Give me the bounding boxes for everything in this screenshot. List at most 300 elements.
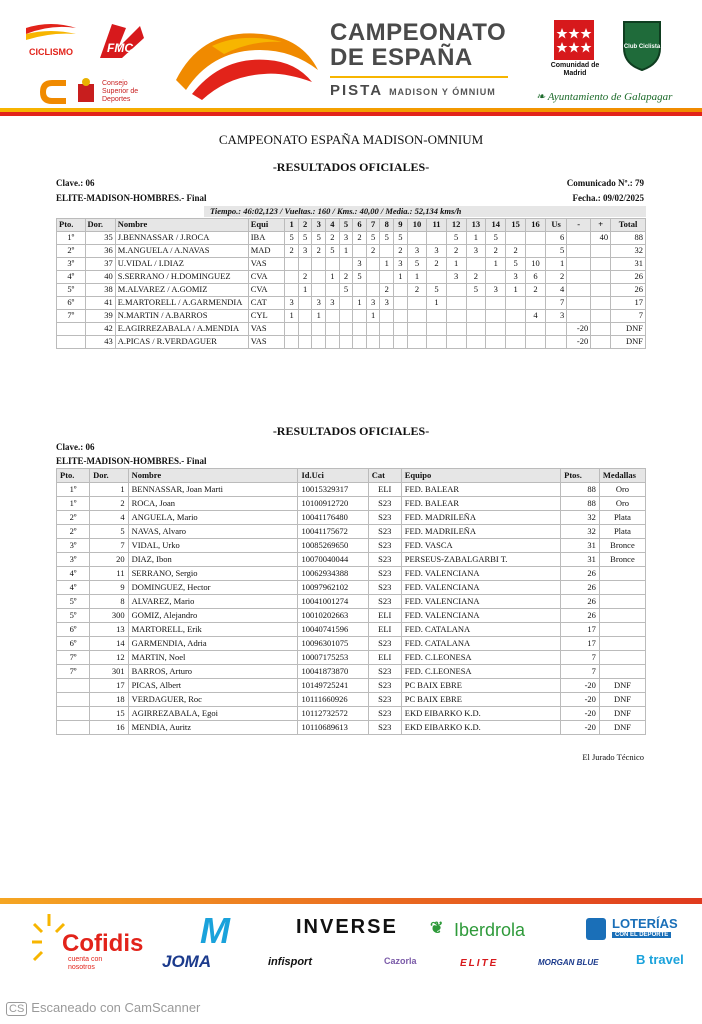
table-cell: 88 bbox=[561, 497, 600, 511]
table-cell: 15 bbox=[90, 707, 128, 721]
table-cell: 5 bbox=[506, 258, 526, 271]
header-cell: 16 bbox=[526, 219, 546, 232]
table-cell bbox=[312, 258, 326, 271]
header-cell: 9 bbox=[394, 219, 408, 232]
table-cell: 7 bbox=[561, 665, 600, 679]
table-cell: 88 bbox=[611, 232, 646, 245]
table-cell bbox=[446, 323, 466, 336]
table-cell: 10015329317 bbox=[298, 483, 368, 497]
loterias-icon bbox=[586, 918, 606, 940]
table-row bbox=[57, 245, 646, 258]
table-cell: -20 bbox=[561, 721, 600, 735]
table-cell: 10149725241 bbox=[298, 679, 368, 693]
table-cell: 2º bbox=[57, 511, 90, 525]
table-cell: 5 bbox=[407, 258, 427, 271]
header-cell: + bbox=[591, 219, 611, 232]
table-cell bbox=[380, 245, 394, 258]
table-cell bbox=[326, 310, 340, 323]
table-cell: 2 bbox=[353, 232, 367, 245]
header-cell: 4 bbox=[326, 219, 340, 232]
table-cell bbox=[545, 323, 566, 336]
table-cell: 1º bbox=[57, 232, 86, 245]
table-row bbox=[57, 623, 646, 637]
table-cell: 1 bbox=[545, 258, 566, 271]
table-row bbox=[57, 483, 646, 497]
table-cell: DNF bbox=[599, 707, 645, 721]
table-cell: 10110689613 bbox=[298, 721, 368, 735]
table-cell: 20 bbox=[90, 553, 128, 567]
header-cell: 11 bbox=[427, 219, 446, 232]
header-cell: Us bbox=[545, 219, 566, 232]
table-cell: FED. VASCA bbox=[401, 539, 560, 553]
table-cell: 42 bbox=[85, 323, 115, 336]
table-cell: PC BAIX EBRE bbox=[401, 693, 560, 707]
iberdrola-icon: ❦ bbox=[430, 920, 444, 937]
table-cell bbox=[446, 310, 466, 323]
document-title: CAMPEONATO ESPAÑA MADISON-OMNIUM bbox=[218, 132, 484, 147]
table-cell: 1 bbox=[427, 297, 446, 310]
table-cell: DNF bbox=[599, 679, 645, 693]
table-cell: 5 bbox=[446, 232, 466, 245]
table-cell: 5 bbox=[326, 245, 340, 258]
table-cell: E.AGIRREZABALA / A.MENDIA bbox=[115, 323, 248, 336]
pista-line: PISTA MADISON Y ÓMNIUM bbox=[330, 82, 496, 99]
table-cell bbox=[591, 310, 611, 323]
header-cell: Pto. bbox=[57, 469, 90, 483]
table-cell bbox=[312, 336, 326, 349]
table-cell: 10010202663 bbox=[298, 609, 368, 623]
table-cell bbox=[526, 323, 546, 336]
table-cell: 35 bbox=[85, 232, 115, 245]
table-cell: SERRANO, Sergio bbox=[128, 567, 298, 581]
table-cell: FED. BALEAR bbox=[401, 483, 560, 497]
table-cell: 2º bbox=[57, 245, 86, 258]
table-row bbox=[57, 511, 646, 525]
btravel-logo: B travel bbox=[636, 952, 684, 967]
table-cell: Bronce bbox=[599, 539, 645, 553]
table-cell: 2 bbox=[339, 271, 353, 284]
table-cell: NAVAS, Alvaro bbox=[128, 525, 298, 539]
inverse-logo: INVERSE bbox=[296, 916, 398, 938]
table-header-row bbox=[57, 219, 646, 232]
table-cell: 1 bbox=[312, 310, 326, 323]
table-cell: GOMIZ, Alejandro bbox=[128, 609, 298, 623]
header-cell: 13 bbox=[466, 219, 486, 232]
table-cell bbox=[353, 323, 367, 336]
elite-logo: ELITE bbox=[460, 958, 499, 969]
table-row bbox=[57, 271, 646, 284]
table-cell bbox=[591, 284, 611, 297]
table-cell: 2 bbox=[326, 232, 340, 245]
header-cell: Nombre bbox=[128, 469, 298, 483]
table-cell bbox=[506, 297, 526, 310]
table-cell bbox=[486, 336, 506, 349]
table-cell bbox=[599, 651, 645, 665]
table-cell bbox=[285, 336, 299, 349]
movistar-logo: M bbox=[200, 910, 230, 951]
header-cell: 12 bbox=[446, 219, 466, 232]
table-cell: 3 bbox=[326, 297, 340, 310]
table-cell: 4 bbox=[526, 310, 546, 323]
table-cell bbox=[326, 336, 340, 349]
table-cell: 3 bbox=[312, 297, 326, 310]
table-cell bbox=[599, 567, 645, 581]
table-cell: 1 bbox=[394, 271, 408, 284]
section2-event: ELITE-MADISON-HOMBRES.- Final bbox=[56, 456, 207, 466]
joma-logo: JOMA bbox=[162, 952, 212, 971]
table-cell bbox=[486, 297, 506, 310]
table-cell: S23 bbox=[368, 511, 401, 525]
table-cell: FED. VALENCIANA bbox=[401, 609, 560, 623]
table-cell: PERSEUS-ZABALGARBI T. bbox=[401, 553, 560, 567]
header-cell: 1 bbox=[285, 219, 299, 232]
table-cell: 3 bbox=[380, 297, 394, 310]
table-cell: 4 bbox=[545, 284, 566, 297]
table-cell: S23 bbox=[368, 637, 401, 651]
cofidis-logo: Cofidis bbox=[62, 930, 144, 957]
table-cell: 5 bbox=[394, 232, 408, 245]
section1-comunicado: Comunicado Nº.: 79 bbox=[566, 178, 644, 188]
table-row bbox=[57, 553, 646, 567]
table-cell: 3 bbox=[427, 245, 446, 258]
table-cell: BENNASSAR, Joan Marti bbox=[128, 483, 298, 497]
club-text: Club Ciclista bbox=[623, 44, 661, 50]
table-cell: 26 bbox=[611, 271, 646, 284]
table-cell: 13 bbox=[90, 623, 128, 637]
table-cell: 10041873870 bbox=[298, 665, 368, 679]
table-cell: 17 bbox=[561, 637, 600, 651]
table-cell: 26 bbox=[561, 567, 600, 581]
table-cell: 1 bbox=[446, 258, 466, 271]
table-cell: FED. BALEAR bbox=[401, 497, 560, 511]
table-cell bbox=[312, 323, 326, 336]
table-cell: 3 bbox=[466, 245, 486, 258]
table-cell bbox=[526, 336, 546, 349]
table-cell bbox=[380, 336, 394, 349]
table-cell: 1 bbox=[353, 297, 367, 310]
table-row bbox=[57, 693, 646, 707]
ayuntamiento-galapagar: ❧ Ayuntamiento de Galapagar bbox=[536, 91, 673, 103]
table-cell: 1 bbox=[326, 271, 340, 284]
comunidad-madrid-text: Comunidad de Madrid bbox=[550, 62, 600, 77]
table-cell bbox=[394, 323, 408, 336]
table-cell: 2 bbox=[486, 245, 506, 258]
table-cell bbox=[486, 310, 506, 323]
table-cell: ELI bbox=[368, 623, 401, 637]
table-cell: 10111660926 bbox=[298, 693, 368, 707]
table-cell: 4º bbox=[57, 271, 86, 284]
table-cell: 4 bbox=[90, 511, 128, 525]
table-cell bbox=[339, 258, 353, 271]
section1-event: ELITE-MADISON-HOMBRES.- Final bbox=[56, 193, 207, 203]
table-cell: 5 bbox=[90, 525, 128, 539]
table-cell: 1º bbox=[57, 483, 90, 497]
table-cell: EKD EIBARKO K.D. bbox=[401, 721, 560, 735]
table-cell bbox=[506, 232, 526, 245]
table-cell bbox=[353, 284, 367, 297]
table-cell bbox=[339, 323, 353, 336]
table-cell: 3 bbox=[506, 271, 526, 284]
table-cell: 5 bbox=[427, 284, 446, 297]
table-cell bbox=[591, 336, 611, 349]
table-cell bbox=[599, 665, 645, 679]
table-row bbox=[57, 336, 646, 349]
table-row bbox=[57, 567, 646, 581]
table-cell: 7º bbox=[57, 651, 90, 665]
table-cell bbox=[366, 323, 380, 336]
header-cell: Id.Uci bbox=[298, 469, 368, 483]
table-cell: 10112732572 bbox=[298, 707, 368, 721]
table-cell: 3 bbox=[353, 258, 367, 271]
table-cell: 17 bbox=[90, 679, 128, 693]
table-row bbox=[57, 651, 646, 665]
table-cell bbox=[366, 258, 380, 271]
header-cell: 2 bbox=[298, 219, 312, 232]
table-cell bbox=[394, 284, 408, 297]
table-row bbox=[57, 323, 646, 336]
table-cell: ROCA, Joan bbox=[128, 497, 298, 511]
table-cell: 10085269650 bbox=[298, 539, 368, 553]
table-cell: 16 bbox=[90, 721, 128, 735]
table-cell: FED. VALENCIANA bbox=[401, 581, 560, 595]
table-cell bbox=[298, 310, 312, 323]
table-cell: 31 bbox=[561, 539, 600, 553]
table-row bbox=[57, 581, 646, 595]
table-cell: ANGUELA, Mario bbox=[128, 511, 298, 525]
table-cell bbox=[57, 721, 90, 735]
table-cell: 32 bbox=[611, 245, 646, 258]
cazorla-logo: Cazorla bbox=[384, 956, 417, 966]
table-cell: VIDAL, Urko bbox=[128, 539, 298, 553]
table-cell: 7º bbox=[57, 665, 90, 679]
table-cell bbox=[57, 679, 90, 693]
table-cell bbox=[298, 297, 312, 310]
table-cell: 2 bbox=[526, 284, 546, 297]
table-cell: FED. CATALANA bbox=[401, 637, 560, 651]
table-cell bbox=[526, 297, 546, 310]
table-cell: 1 bbox=[298, 284, 312, 297]
header-cell: Nombre bbox=[115, 219, 248, 232]
table-cell: Plata bbox=[599, 525, 645, 539]
table-cell bbox=[285, 323, 299, 336]
table-cell: CVA bbox=[248, 284, 285, 297]
table-cell: 32 bbox=[561, 525, 600, 539]
table-cell: 2 bbox=[506, 245, 526, 258]
table-row bbox=[57, 497, 646, 511]
table-cell: 8 bbox=[90, 595, 128, 609]
table-row bbox=[57, 284, 646, 297]
section2-title: -RESULTADOS OFICIALES- bbox=[272, 424, 430, 438]
table-cell: 1º bbox=[57, 497, 90, 511]
section2-clave: Clave.: 06 bbox=[56, 442, 95, 452]
table-cell: 2 bbox=[90, 497, 128, 511]
table-cell bbox=[57, 693, 90, 707]
table-cell bbox=[567, 271, 591, 284]
table-cell: 3º bbox=[57, 553, 90, 567]
table-cell bbox=[285, 284, 299, 297]
table-cell: 5 bbox=[380, 232, 394, 245]
header-cell: 8 bbox=[380, 219, 394, 232]
section1-fecha: Fecha.: 09/02/2025 bbox=[572, 193, 644, 203]
title-line-2: DE ESPAÑA bbox=[330, 44, 473, 71]
table-cell: -20 bbox=[561, 693, 600, 707]
iberdrola-logo: Iberdrola bbox=[454, 920, 526, 940]
table-cell bbox=[427, 323, 446, 336]
table-cell: 40 bbox=[591, 232, 611, 245]
table-cell: 6º bbox=[57, 297, 86, 310]
table-row bbox=[57, 721, 646, 735]
table-cell: 1 bbox=[466, 232, 486, 245]
table-cell: 26 bbox=[561, 581, 600, 595]
championship-title bbox=[330, 20, 506, 70]
title-line-1: CAMPEONATO bbox=[330, 19, 507, 46]
table-row bbox=[57, 258, 646, 271]
table-cell bbox=[486, 323, 506, 336]
table-cell: 10041176480 bbox=[298, 511, 368, 525]
table-cell: 3 bbox=[446, 271, 466, 284]
table-cell: S23 bbox=[368, 497, 401, 511]
table-cell bbox=[466, 297, 486, 310]
table-cell: 7º bbox=[57, 310, 86, 323]
table-cell: 39 bbox=[85, 310, 115, 323]
club-ciclista-badge bbox=[620, 18, 664, 72]
table-cell bbox=[394, 297, 408, 310]
table-cell bbox=[298, 323, 312, 336]
table-cell: ALVAREZ, Mario bbox=[128, 595, 298, 609]
csd-text: Consejo Superior de Deportes bbox=[102, 80, 139, 103]
table-cell: 3 bbox=[366, 297, 380, 310]
table-cell bbox=[427, 271, 446, 284]
loterias-sub: CON EL DEPORTE bbox=[612, 932, 671, 938]
table-cell: -20 bbox=[561, 707, 600, 721]
table-cell bbox=[567, 310, 591, 323]
table-cell: FED. VALENCIANA bbox=[401, 595, 560, 609]
header-cell: Total bbox=[611, 219, 646, 232]
table-cell bbox=[380, 271, 394, 284]
section1-clave: Clave.: 06 bbox=[56, 178, 95, 188]
table-cell: 7 bbox=[90, 539, 128, 553]
table-cell bbox=[567, 258, 591, 271]
fmc-logo bbox=[92, 18, 148, 62]
table-cell: 4º bbox=[57, 581, 90, 595]
table-cell bbox=[526, 232, 546, 245]
table-header-row bbox=[57, 469, 646, 483]
table-cell bbox=[366, 336, 380, 349]
table-row bbox=[57, 525, 646, 539]
table-cell: U.VIDAL / I.DIAZ bbox=[115, 258, 248, 271]
table-cell: 41 bbox=[85, 297, 115, 310]
table-cell bbox=[466, 323, 486, 336]
table-cell: 7 bbox=[561, 651, 600, 665]
table-cell: 5 bbox=[298, 232, 312, 245]
table-cell bbox=[298, 258, 312, 271]
table-cell bbox=[407, 336, 427, 349]
table-cell bbox=[380, 310, 394, 323]
jurado-tecnico: El Jurado Técnico bbox=[582, 752, 644, 762]
table-cell: 6º bbox=[57, 623, 90, 637]
table-cell bbox=[407, 323, 427, 336]
header-cell: Dor. bbox=[85, 219, 115, 232]
header-cell: Pto. bbox=[57, 219, 86, 232]
table-row bbox=[57, 665, 646, 679]
cofidis-sub: cuenta con nosotros bbox=[68, 956, 103, 971]
table-cell: 2 bbox=[545, 271, 566, 284]
fmc-text: FMC bbox=[107, 41, 133, 55]
table-cell bbox=[394, 336, 408, 349]
table-cell bbox=[427, 310, 446, 323]
header-cell: 10 bbox=[407, 219, 427, 232]
table-cell bbox=[567, 297, 591, 310]
table-cell bbox=[599, 637, 645, 651]
table-cell: 2 bbox=[380, 284, 394, 297]
table-cell: CVA bbox=[248, 271, 285, 284]
table-cell: 1 bbox=[380, 258, 394, 271]
table-cell: 1 bbox=[90, 483, 128, 497]
header-cell: Equi bbox=[248, 219, 285, 232]
table-cell bbox=[591, 323, 611, 336]
table-cell: 31 bbox=[611, 258, 646, 271]
table-cell: VERDAGUER, Roc bbox=[128, 693, 298, 707]
camscanner-watermark bbox=[6, 1000, 204, 1016]
table-cell: 10070040044 bbox=[298, 553, 368, 567]
table-cell bbox=[339, 336, 353, 349]
camscanner-text: Escaneado con CamScanner bbox=[31, 1000, 201, 1015]
table-cell: N.MARTIN / A.BARROS bbox=[115, 310, 248, 323]
table-cell: BARROS, Arturo bbox=[128, 665, 298, 679]
table-cell bbox=[506, 323, 526, 336]
table-cell: 10097962102 bbox=[298, 581, 368, 595]
table-cell: VAS bbox=[248, 323, 285, 336]
table-cell bbox=[353, 336, 367, 349]
table-cell bbox=[353, 245, 367, 258]
table-cell bbox=[506, 336, 526, 349]
table-cell: Bronce bbox=[599, 553, 645, 567]
table-cell: S23 bbox=[368, 693, 401, 707]
table-cell: DOMINGUEZ, Hector bbox=[128, 581, 298, 595]
table-cell: 2 bbox=[298, 271, 312, 284]
table-cell: S23 bbox=[368, 679, 401, 693]
table-cell: 9 bbox=[90, 581, 128, 595]
table-cell bbox=[591, 245, 611, 258]
table-cell: 3º bbox=[57, 258, 86, 271]
table-cell: 17 bbox=[561, 623, 600, 637]
table-cell bbox=[312, 271, 326, 284]
table-cell bbox=[466, 258, 486, 271]
table-cell: 3 bbox=[407, 245, 427, 258]
table-cell: MENDIA, Auritz bbox=[128, 721, 298, 735]
table-cell: 2 bbox=[394, 245, 408, 258]
header-cell: Dor. bbox=[90, 469, 128, 483]
table-cell: DNF bbox=[599, 721, 645, 735]
table-cell bbox=[567, 284, 591, 297]
header-cell: 3 bbox=[312, 219, 326, 232]
table-cell: 300 bbox=[90, 609, 128, 623]
table-cell: DNF bbox=[611, 336, 646, 349]
table-cell: -20 bbox=[567, 323, 591, 336]
camscanner-badge: CS bbox=[6, 1002, 27, 1016]
table-cell: ELI bbox=[368, 483, 401, 497]
table-cell: 5º bbox=[57, 609, 90, 623]
table-cell: 6 bbox=[526, 271, 546, 284]
table-cell: S23 bbox=[368, 567, 401, 581]
table-cell: FED. VALENCIANA bbox=[401, 567, 560, 581]
table-cell: 17 bbox=[611, 297, 646, 310]
header-cell: Medallas bbox=[599, 469, 645, 483]
table-cell: 3 bbox=[285, 297, 299, 310]
table-cell bbox=[326, 284, 340, 297]
table-row bbox=[57, 297, 646, 310]
table-cell: 5º bbox=[57, 595, 90, 609]
